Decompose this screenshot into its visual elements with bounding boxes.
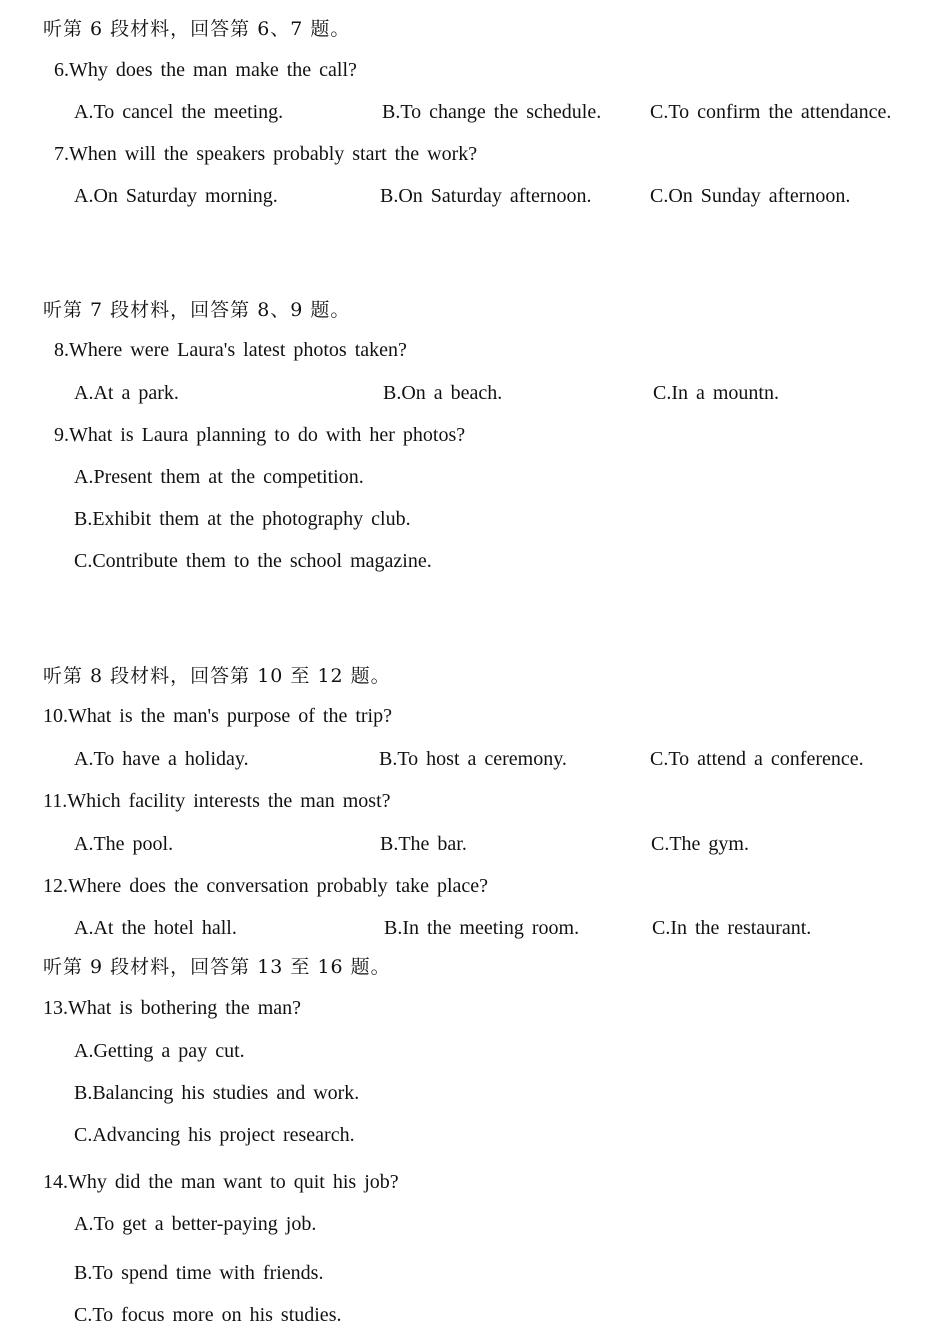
- section-header-6: 听第 6 段材料，回答第 6、7 题。: [43, 18, 351, 40]
- option-13c: C.Advancing his project research.: [74, 1124, 355, 1146]
- option-9c: C.Contribute them to the school magazine.: [74, 550, 432, 572]
- question-7: 7.When will the speakers probably start the work?: [54, 143, 478, 165]
- option-7a: A.On Saturday morning.: [74, 185, 278, 207]
- option-12a: A.At the hotel hall.: [74, 917, 237, 939]
- question-6: 6.Why does the man make the call?: [54, 59, 357, 81]
- option-6c: C.To confirm the attendance.: [650, 101, 892, 123]
- option-8b: B.On a beach.: [383, 382, 503, 404]
- option-6a: A.To cancel the meeting.: [74, 101, 284, 123]
- section-header-8: 听第 8 段材料，回答第 10 至 12 题。: [43, 665, 391, 687]
- question-12: 12.Where does the conversation probably take place?: [43, 875, 489, 897]
- option-12b: B.In the meeting room.: [384, 917, 580, 939]
- option-6b: B.To change the schedule.: [382, 101, 602, 123]
- option-11b: B.The bar.: [380, 833, 467, 855]
- option-11c: C.The gym.: [651, 833, 749, 855]
- question-8: 8.Where were Laura's latest photos taken?: [54, 339, 407, 361]
- option-9b: B.Exhibit them at the photography club.: [74, 508, 411, 530]
- option-14a: A.To get a better-paying job.: [74, 1213, 317, 1235]
- option-12c: C.In the restaurant.: [652, 917, 812, 939]
- option-8c: C.In a mountn.: [653, 382, 779, 404]
- question-9: 9.What is Laura planning to do with her photos?: [54, 424, 466, 446]
- option-14c: C.To focus more on his studies.: [74, 1304, 342, 1326]
- option-9a: A.Present them at the competition.: [74, 466, 364, 488]
- option-14b: B.To spend time with friends.: [74, 1262, 324, 1284]
- option-10b: B.To host a ceremony.: [379, 748, 567, 770]
- section-header-7: 听第 7 段材料，回答第 8、9 题。: [43, 299, 351, 321]
- option-7c: C.On Sunday afternoon.: [650, 185, 851, 207]
- option-7b: B.On Saturday afternoon.: [380, 185, 592, 207]
- option-13b: B.Balancing his studies and work.: [74, 1082, 360, 1104]
- question-11: 11.Which facility interests the man most?: [43, 790, 391, 812]
- option-10c: C.To attend a conference.: [650, 748, 864, 770]
- option-11a: A.The pool.: [74, 833, 174, 855]
- question-10: 10.What is the man's purpose of the trip?: [43, 705, 392, 727]
- question-14: 14.Why did the man want to quit his job?: [43, 1171, 399, 1193]
- option-8a: A.At a park.: [74, 382, 179, 404]
- option-10a: A.To have a holiday.: [74, 748, 249, 770]
- section-header-9: 听第 9 段材料，回答第 13 至 16 题。: [43, 956, 391, 978]
- question-13: 13.What is bothering the man?: [43, 997, 302, 1019]
- option-13a: A.Getting a pay cut.: [74, 1040, 245, 1062]
